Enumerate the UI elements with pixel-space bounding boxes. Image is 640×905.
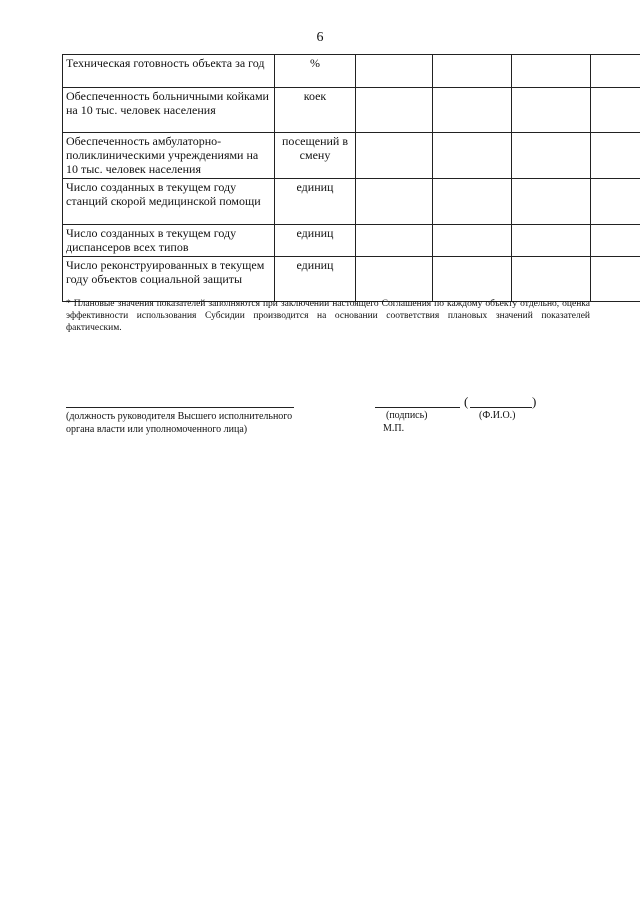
- indicator-name: Техническая готовность объекта за год: [63, 55, 275, 88]
- value-cell: [433, 88, 512, 133]
- fio-label: (Ф.И.О.): [479, 410, 516, 421]
- value-cell: [512, 225, 591, 257]
- value-cell: [512, 133, 591, 179]
- position-label-line2: органа власти или уполномоченного лица): [66, 424, 248, 435]
- value-cell: [433, 133, 512, 179]
- footnote: * Плановые значения показателей заполняются при заключении настоящего Соглашения по каждому объекту отдельно, оценка эффективности использования Субсидии производится на основании соответствия плановых значений показателей фактическим.: [66, 299, 590, 333]
- value-cell: [433, 257, 512, 302]
- fio-paren-close: ): [532, 394, 537, 409]
- table-row: [63, 179, 640, 225]
- indicator-name: Обеспеченность больничными койками на 10 тыс. человек населения: [63, 88, 275, 133]
- indicator-name: Обеспеченность амбулаторно-поликлиническими учреждениями на 10 тыс. человек населения: [63, 133, 275, 179]
- indicator-name: Число реконструированных в текущем году объектов социальной защиты: [63, 257, 275, 302]
- position-label-line1: (должность руководителя Высшего исполнительного: [66, 411, 293, 422]
- indicator-name: Число созданных в текущем году диспансеров всех типов: [63, 225, 275, 257]
- value-cell: [356, 225, 433, 257]
- value-cell: [433, 179, 512, 225]
- value-cell: [356, 179, 433, 225]
- table-row: [63, 225, 640, 257]
- value-cell: [591, 257, 640, 302]
- seal-label: М.П.: [383, 423, 405, 434]
- indicator-unit: коек: [275, 88, 356, 133]
- value-cell: [591, 133, 640, 179]
- value-cell: [356, 257, 433, 302]
- value-cell: [591, 88, 640, 133]
- value-cell: [356, 88, 433, 133]
- value-cell: [356, 55, 433, 88]
- indicators-table: [62, 54, 640, 302]
- table-row: [63, 55, 640, 88]
- indicator-unit: единиц: [275, 257, 356, 302]
- value-cell: [512, 179, 591, 225]
- value-cell: [512, 55, 591, 88]
- position-label: [66, 410, 346, 436]
- signature-line: [375, 407, 460, 408]
- fio-paren-open: (: [464, 394, 469, 409]
- table-row: [63, 257, 640, 302]
- page-number: 6: [316, 30, 324, 45]
- indicator-unit: единиц: [275, 225, 356, 257]
- value-cell: [356, 133, 433, 179]
- indicator-unit: %: [275, 55, 356, 88]
- position-signature-line: [66, 407, 294, 408]
- value-cell: [512, 88, 591, 133]
- value-cell: [433, 225, 512, 257]
- value-cell: [591, 179, 640, 225]
- signature-label: (подпись): [386, 410, 428, 421]
- indicator-name: Число созданных в текущем году станций скорой медицинской помощи: [63, 179, 275, 225]
- value-cell: [433, 55, 512, 88]
- table-row: [63, 133, 640, 179]
- indicator-unit: посещений в смену: [275, 133, 356, 179]
- value-cell: [512, 257, 591, 302]
- value-cell: [591, 55, 640, 88]
- fio-line: [470, 407, 532, 408]
- value-cell: [591, 225, 640, 257]
- table-row: [63, 88, 640, 133]
- indicator-unit: единиц: [275, 179, 356, 225]
